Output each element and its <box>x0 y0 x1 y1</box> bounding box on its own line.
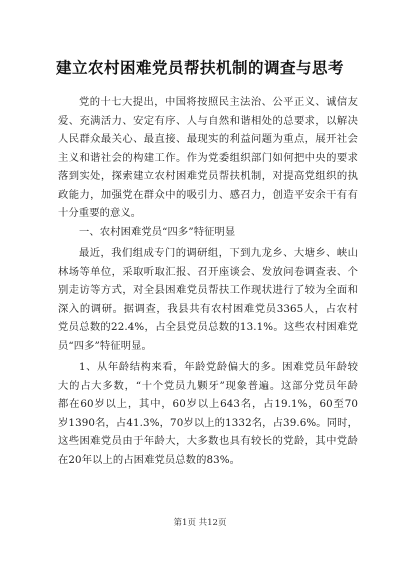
page-footer: 第1页 共12页 <box>173 518 227 528</box>
paragraph-line: 林场等单位，采取听取汇报、召开座谈会、发放问卷调查表、个 <box>58 265 358 278</box>
paragraph-line: 1、从年龄结构来看，年龄党龄偏大的多。困难党员年龄较 <box>79 361 358 373</box>
paragraph-line: 爱、充满活力、安定有序、人与自然和谐相处的总要求，以解决 <box>58 114 358 127</box>
paragraph-line: 党的十七大提出，中国将按照民主法治、公平正义、诚信友 <box>79 96 358 108</box>
document-body <box>58 93 358 469</box>
paragraph-line: 落到实处，探索建立农村困难党员帮扶机制，对提高党组织的执 <box>58 170 358 182</box>
paragraph-line: 大的占大多数，“十个党员九颗牙”现象普遍。这部分党员年龄 <box>58 379 358 392</box>
paragraph-line: 政能力，加强党在群众中的吸引力、感召力，创造平安余干有有 <box>58 188 358 201</box>
paragraph-line: 最近，我们组成专门的调研组，下到九龙乡、大塘乡、峡山 <box>79 247 358 259</box>
paragraph-line: 党员总数的22.4%，占全县党员总数的13.1%。这些农村困难党 <box>58 321 358 333</box>
paragraph-line: 这些困难党员由于年龄大，大多数也具有较长的党龄，其中党龄 <box>58 435 358 447</box>
section-heading: 一、农村困难党员“四多”特征明显 <box>79 225 236 238</box>
document-title: 建立农村困难党员帮扶机制的调查与思考 <box>55 59 344 77</box>
paragraph-line: 人民群众最关心、最直接、最现实的利益问题为重点，展开社会 <box>58 133 358 145</box>
paragraph-line: 别走访等方式，对全县困难党员帮扶工作现状进行了较为全面和 <box>58 284 358 296</box>
paragraph-line: 深入的调研。据调查，我县共有农村困难党员3365人，占农村 <box>58 302 358 315</box>
paragraph-line: 主义和谐社会的构建工作。作为党委组织部门如何把中央的要求 <box>58 151 358 164</box>
paragraph-line: 员“四多”特征明显。 <box>58 339 152 352</box>
paragraph-line: 岁1390名，占41.3%，70岁以上的1332名，占39.6%。同时， <box>58 416 358 429</box>
paragraph-line: 十分重要的意义。 <box>58 207 142 219</box>
paragraph-line: 在20年以上的占困难党员总数的83%。 <box>58 453 241 466</box>
paragraph-line: 都在60岁以上，其中，60岁以上643名，占19.1%，60至70 <box>58 398 358 410</box>
